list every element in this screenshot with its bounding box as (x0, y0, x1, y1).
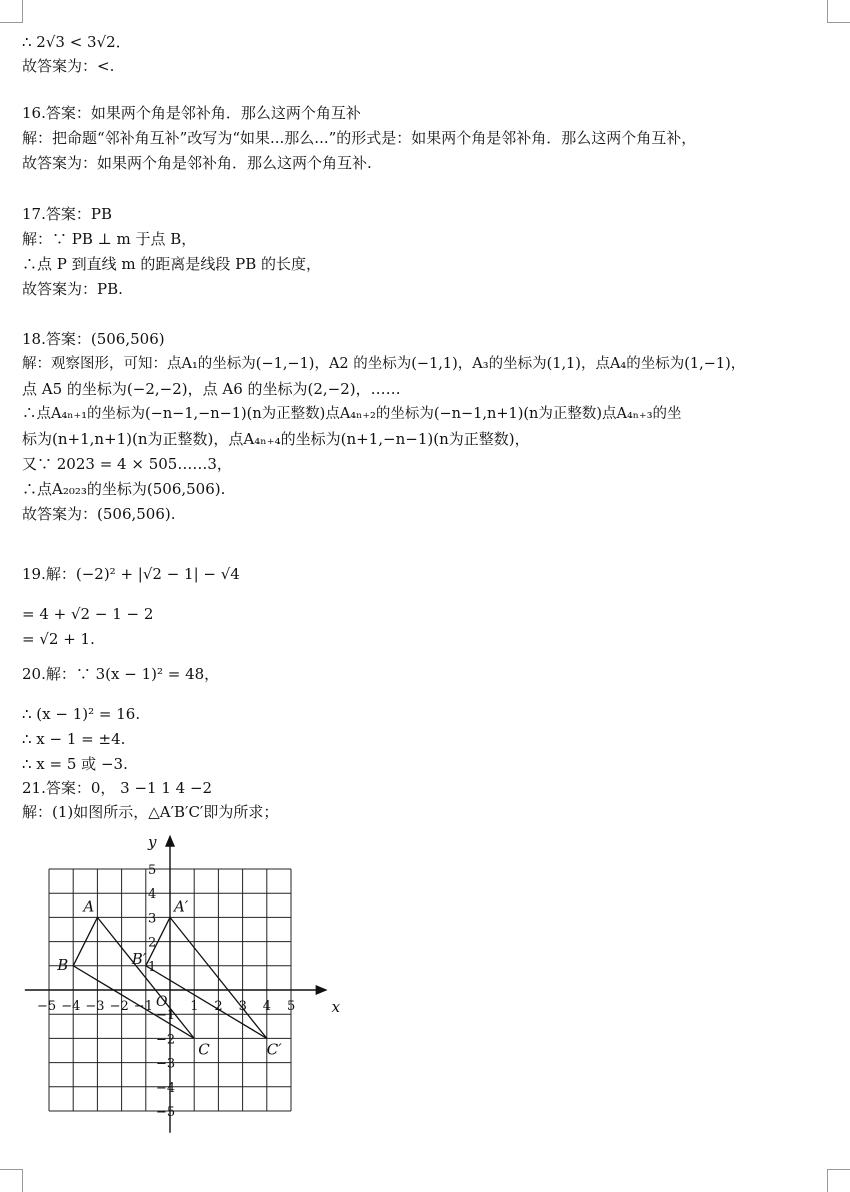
text-line: 故答案为：PB. (22, 280, 123, 298)
point-label: C (198, 1040, 210, 1059)
text-line: ∴ 2√3 < 3√2． (22, 33, 131, 51)
text-line: 标为(n+1,n+1)(n为正整数)，点A₄ₙ₊₄的坐标为(n+1,−n−1)(n为正整数)， (22, 430, 530, 448)
point-label: B′ (131, 949, 147, 968)
figure-labels (37, 833, 341, 1120)
y-axis-label: y (148, 832, 157, 851)
x-tick-label: −4 (61, 999, 81, 1014)
text-line: ∴点A₄ₙ₊₁的坐标为(−n−1,−n−1)(n为正整数)点A₄ₙ₊₂的坐标为(−n−1,n+1)(n为正整数)点A₄ₙ₊₃的坐 (22, 406, 682, 422)
point-label: A′ (174, 897, 189, 916)
origin-label: O (156, 994, 168, 1010)
text-line: 16.答案：如果两个角是邻补角．那么这两个角互补 (22, 104, 361, 122)
y-tick-label: −1 (156, 1008, 176, 1024)
y-tick-label: 5 (148, 863, 157, 878)
x-tick-label: 3 (238, 999, 247, 1014)
x-tick-label: −5 (37, 999, 57, 1014)
point-label: A (83, 897, 95, 916)
y-tick-label: 4 (148, 887, 157, 903)
text-line: ∴ x − 1 = ±4. (22, 730, 126, 748)
text-line: 21.答案：0， 3 −1 1 4 −2 (22, 779, 213, 797)
text-line: = 4 + √2 − 1 − 2 (22, 605, 154, 623)
y-tick-label: 2 (148, 935, 157, 951)
x-tick-label: −1 (133, 999, 153, 1014)
text-line: 解：∵ PB ⊥ m 于点 B， (22, 230, 197, 248)
text-line: ∴ (x − 1)² = 16. (22, 705, 141, 723)
text-line: 故答案为：<. (22, 57, 115, 75)
x-axis-arrow-icon (316, 985, 328, 995)
text-line: ∴ x = 5 或 −3. (22, 755, 128, 773)
text-line: 17.答案：PB (22, 205, 112, 223)
text-line: ∴点 P 到直线 m 的距离是线段 PB 的长度， (22, 255, 322, 273)
text-line: 20.解：∵ 3(x − 1)² = 48， (22, 665, 220, 683)
text-line: 18.答案：(506,506) (22, 330, 165, 348)
y-axis-arrow-icon (165, 835, 175, 847)
y-tick-label: −2 (156, 1032, 176, 1048)
text-line: 解：把命题“邻补角互补”改写为“如果...那么...”的形式是：如果两个角是邻补角．那么这两个角互补， (22, 129, 697, 147)
text-line: ∴点A₂₀₂₃的坐标为(506,506). (22, 480, 226, 498)
x-tick-label: 1 (190, 999, 199, 1014)
text-line: 故答案为：如果两个角是邻补角．那么这两个角互补. (22, 154, 372, 172)
text-line: 19.解：(−2)² + |√2 − 1| − √4 (22, 565, 240, 583)
x-tick-label: 5 (287, 999, 296, 1014)
text-line: 又∵ 2023 = 4 × 505……3， (22, 455, 232, 473)
text-line: 解：(1)如图所示，△A′B′C′即为所求； (22, 803, 279, 821)
point-label: C′ (266, 1040, 282, 1059)
x-tick-label: −2 (109, 999, 129, 1014)
point-label: B (57, 955, 69, 974)
y-tick-label: −4 (156, 1080, 176, 1096)
y-tick-label: −5 (156, 1105, 176, 1120)
y-tick-label: 1 (148, 959, 157, 975)
text-line: 点 A5 的坐标为(−2,−2)，点 A6 的坐标为(2,−2)，…… (22, 380, 401, 398)
x-tick-label: 4 (262, 999, 272, 1014)
x-tick-label: −3 (85, 999, 105, 1014)
text-line: 故答案为：(506,506). (22, 505, 176, 523)
text-line: 解：观察图形，可知：点A₁的坐标为(−1,−1)，A2 的坐标为(−1,1)，A₃的坐标为(1,1)，点A₄的坐标为(1,−1)， (22, 356, 746, 372)
triangle-abc (73, 917, 194, 1038)
y-tick-label: −3 (156, 1056, 176, 1072)
x-axis-label: x (331, 998, 341, 1016)
text-line: = √2 + 1. (22, 630, 95, 648)
x-tick-label: 2 (214, 999, 223, 1014)
y-tick-label: 3 (148, 911, 157, 927)
